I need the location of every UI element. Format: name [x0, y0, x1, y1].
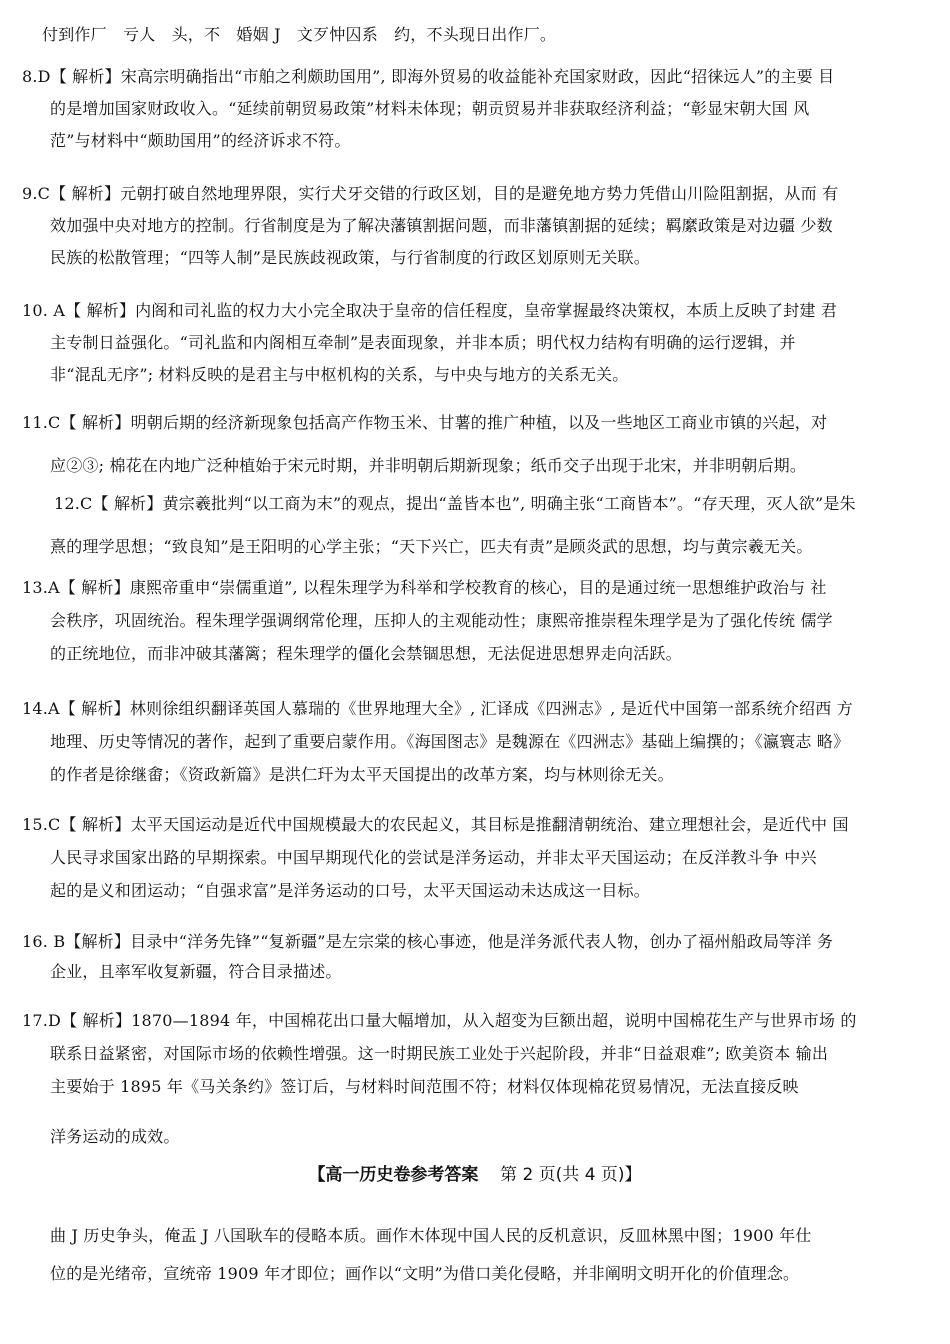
- answer-9-line-1: 9.C【 解析】元朝打破自然地理界限，实行犬牙交错的行政区划，目的是避免地方势力凭借山川险阻割据，从而 有: [22, 184, 839, 203]
- answer-16-line-1: 16. B【解析】目录中“洋务先锋”“复新疆”是左宗棠的核心事迹，他是洋务派代表人物，创办了福州船政局等洋 务: [22, 932, 834, 951]
- answer-13-line-2: 会秩序，巩固统治。程朱理学强调纲常伦理，压抑人的主观能动性；康熙帝推崇程朱理学是为了强化传统 儒学: [50, 611, 833, 630]
- text-line-fragment-top: 付到作厂 亏人 头，不 婚姻 J 文歹忡囚系 约，不头现日出作厂。: [42, 25, 557, 44]
- answer-10-line-1: 10. A【 解析】内阁和司礼监的权力大小完全取决于皇帝的信任程度，皇帝掌握最终决策权，本质上反映了封建 君: [22, 301, 838, 320]
- answer-16-line-2: 企业，且率军收复新疆，符合目录描述。: [50, 962, 342, 981]
- footer-title: 【高一历史卷参考答案: [308, 1165, 479, 1185]
- answer-15-line-3: 起的是义和团运动；“自强求富”是洋务运动的口号，太平天国运动未达成这一目标。: [50, 881, 650, 900]
- answer-13-line-3: 的正统地位，而非冲破其藩篱；程朱理学的僵化会禁锢思想，无法促进思想界走向活跃。: [50, 644, 682, 663]
- answer-17-line-4: 洋务运动的成效。: [50, 1127, 180, 1146]
- answer-9-line-2: 效加强中央对地方的控制。行省制度是为了解决藩镇割据问题，而非藩镇割据的延续；羁縻政策是对边疆 少数: [50, 216, 833, 235]
- answer-14-line-2: 地理、历史等情况的著作，起到了重要启蒙作用。《海国图志》是魏源在《四洲志》基础上编撰的；《瀛寰志 略》: [50, 732, 850, 751]
- page-footer: [0, 1160, 950, 1185]
- answer-17-line-2: 联系日益紧密，对国际市场的依赖性增强。这一时期民族工业处于兴起阶段，并非“日益艰难”; 欧美资本 输出: [50, 1044, 829, 1063]
- answer-10-line-3: 非“混乱无序”; 材料反映的是君主与中枢机构的关系，与中央与地方的关系无关。: [50, 365, 629, 384]
- answer-17-line-1: 17.D【 解析】1870—1894 年，中国棉花出口量大幅增加，从入超变为巨额出超，说明中国棉花生产与世界市场 的: [22, 1011, 857, 1030]
- next-page-line-2: 位的是光绪帝，宣统帝 1909 年才即位；画作以“文明”为借口美化侵略，并非阐明文明开化的价值理念。: [50, 1264, 800, 1283]
- answer-14-line-1: 14.A【 解析】林则徐组织翻译英国人慕瑞的《世界地理大全》, 汇译成《四洲志》, 是近代中国第一部系统介绍西 方: [22, 699, 853, 718]
- answer-13-line-1: 13.A【 解析】康熙帝重申“崇儒重道”, 以程朱理学为科举和学校教育的核心，目的是通过统一思想维护政治与 社: [22, 578, 827, 597]
- answer-11-line-2: 应②③; 棉花在内地广泛种植始于宋元时期，并非明朝后期新现象；纸币交子出现于北宋，并非明朝后期。: [50, 456, 807, 475]
- footer-page-number: 第 2 页(共 4 页)】: [500, 1165, 642, 1185]
- answer-11-line-1: 11.C【 解析】明朝后期的经济新现象包括高产作物玉米、甘薯的推广种植，以及一些地区工商业市镇的兴起，对: [22, 413, 828, 432]
- answer-12-line-1: 12.C【 解析】黄宗羲批判“以工商为末”的观点，提出“盖皆本也”, 明确主张“工商皆本”。“存天理，灭人欲”是朱: [54, 494, 856, 513]
- answer-9-line-3: 民族的松散管理；“四等人制”是民族歧视政策，与行省制度的行政区划原则无关联。: [50, 248, 650, 267]
- answer-14-line-3: 的作者是徐继畬；《资政新篇》是洪仁玕为太平天国提出的改革方案，均与林则徐无关。: [50, 765, 674, 784]
- answer-8-line-1: 8.D【 解析】宋高宗明确指出“市舶之利颇助国用”, 即海外贸易的收益能补充国家财政，因此“招徕远人”的主要 目: [22, 67, 835, 86]
- answer-17-line-3: 主要始于 1895 年《马关条约》签订后，与材料时间范围不符；材料仅体现棉花贸易情况，无法直接反映: [50, 1077, 799, 1096]
- next-page-line-1: 曲 J 历史争头，俺盂 J 八国耿车的侵略本质。画作木体现中国人民的反机意识，反皿林黑中图；1900 年仕: [50, 1226, 812, 1245]
- answer-12-line-2: 熹的理学思想；“致良知”是王阳明的心学主张；“天下兴亡，匹夫有责”是顾炎武的思想，均与黄宗羲无关。: [50, 537, 813, 556]
- answer-8-line-3: 范”与材料中“颇助国用”的经济诉求不符。: [50, 131, 351, 150]
- answer-15-line-2: 人民寻求国家出路的早期探索。中国早期现代化的尝试是洋务运动，并非太平天国运动；在反洋教斗争 中兴: [50, 848, 817, 867]
- answer-10-line-2: 主专制日益强化。“司礼监和内阁相互牵制”是表面现象，并非本质；明代权力结构有明确的运行逻辑，并: [50, 333, 796, 352]
- answer-8-line-2: 的是增加国家财政收入。“延续前朝贸易政策”材料未体现；朝贡贸易并非获取经济利益；“彰显宋朝大国 风: [50, 99, 810, 118]
- answer-15-line-1: 15.C【 解析】太平天国运动是近代中国规模最大的农民起义，其目标是推翻清朝统治、建立理想社会，是近代中 国: [22, 815, 849, 834]
